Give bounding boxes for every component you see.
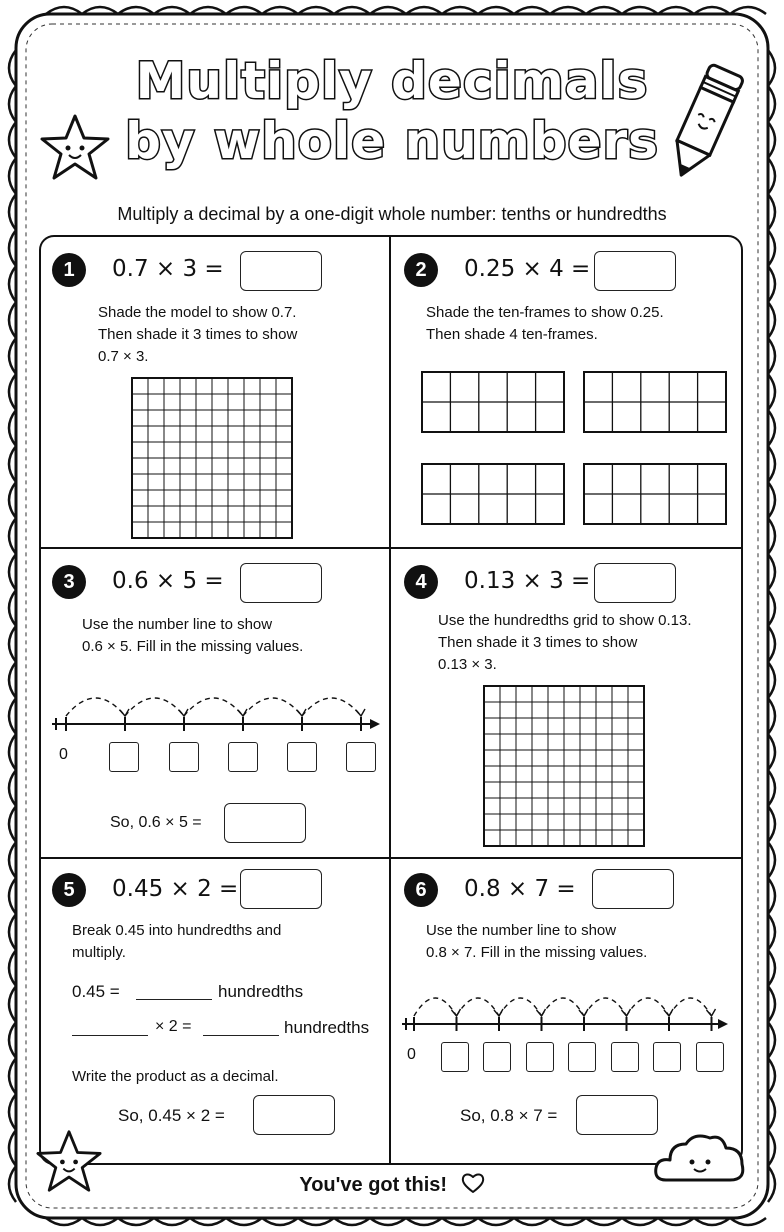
jump-arc	[499, 998, 542, 1016]
jump-arc	[542, 998, 585, 1016]
problem-2-number-badge: 2	[404, 253, 438, 287]
instruction-line: Use the number line to show	[82, 616, 273, 633]
instruction-line: Use the number line to show	[426, 922, 617, 939]
footer-message	[0, 1172, 784, 1197]
problem-5-blank-1[interactable]	[136, 998, 212, 1000]
problem-1-number-badge: 1	[52, 253, 86, 287]
problem-6-so-text: So, 0.8 × 7 =	[460, 1106, 558, 1125]
problem-6-instructions	[426, 920, 647, 964]
ten-frame-2[interactable]	[582, 370, 728, 434]
instruction-line: Shade the model to show 0.7.	[98, 304, 297, 321]
problem-4-equation: 0.13 × 3 =	[464, 568, 591, 594]
problem-4-instructions	[438, 610, 692, 676]
subtitle: Multiply a decimal by a one-digit whole number: tenths or hundredths	[117, 204, 667, 224]
problem-6-missing-value-box[interactable]	[611, 1042, 639, 1072]
ten-frame-1[interactable]	[420, 370, 566, 434]
jump-arrow	[356, 709, 365, 716]
problem-5-so-text: So, 0.45 × 2 =	[118, 1106, 225, 1125]
problem-5-line2-mid: × 2 =	[155, 1018, 192, 1035]
instruction-line: Then shade it 3 times to show	[438, 634, 638, 651]
jump-arc	[243, 698, 302, 716]
problem-3-missing-value-box[interactable]	[228, 742, 258, 772]
instruction-line: Then shade 4 ten-frames.	[426, 326, 598, 343]
instruction-line: 0.7 × 3.	[98, 348, 149, 365]
problem-1-instructions	[98, 302, 297, 368]
jump-arc	[66, 698, 125, 716]
jump-arc	[302, 698, 361, 716]
number-line-arrowhead	[370, 719, 380, 729]
problem-5-blank-3[interactable]	[203, 1034, 279, 1036]
instruction-line: 0.8 × 7. Fill in the missing values.	[426, 944, 648, 961]
problem-6-so-answer-box[interactable]	[576, 1095, 658, 1135]
instruction-line: Break 0.45 into hundredths and	[72, 922, 282, 939]
jump-arc	[627, 998, 670, 1016]
number-line-arrowhead	[718, 1019, 728, 1029]
problem-2-equation: 0.25 × 4 =	[464, 256, 591, 282]
problem-6-number-badge: 6	[404, 873, 438, 907]
problem-4-answer-box[interactable]	[594, 563, 676, 603]
problem-3-number-badge: 3	[52, 565, 86, 599]
problem-5-line1-suffix: hundredths	[218, 982, 304, 1001]
instruction-line: multiply.	[72, 944, 126, 961]
jump-arrow	[707, 1009, 716, 1016]
problem-3-instructions	[82, 614, 303, 658]
jump-arc	[414, 998, 457, 1016]
title-line-2: by whole numbers	[125, 112, 659, 170]
problem-6-missing-value-box[interactable]	[568, 1042, 596, 1072]
problem-6-missing-value-box[interactable]	[526, 1042, 554, 1072]
problem-1-hundred-grid[interactable]	[130, 376, 294, 540]
problem-4-hundredths-grid[interactable]	[482, 684, 646, 848]
problem-6-equation: 0.8 × 7 =	[464, 876, 576, 902]
jump-arc	[669, 998, 712, 1016]
problem-3-so-text: So, 0.6 × 5 =	[110, 814, 202, 831]
problem-4-number-badge: 4	[404, 565, 438, 599]
problem-5-instructions	[72, 920, 281, 964]
ten-frame-4[interactable]	[582, 462, 728, 526]
instruction-line: Use the hundredths grid to show 0.13.	[438, 612, 692, 629]
problem-3-missing-value-box[interactable]	[109, 742, 139, 772]
instruction-line: Then shade it 3 times to show	[98, 326, 298, 343]
jump-arc	[125, 698, 184, 716]
problem-5-line1-prefix: 0.45 =	[72, 982, 120, 1001]
jump-arc	[184, 698, 243, 716]
jump-arc	[457, 998, 500, 1016]
ten-frame-3[interactable]	[420, 462, 566, 526]
problem-5-write-text: Write the product as a decimal.	[72, 1068, 279, 1085]
jump-arc	[584, 998, 627, 1016]
title-line-1: Multiply decimals	[135, 52, 649, 110]
heart-icon	[461, 1172, 485, 1194]
problem-1-equation: 0.7 × 3 =	[112, 256, 224, 282]
problem-6-answer-box[interactable]	[592, 869, 674, 909]
problem-3-missing-value-box[interactable]	[287, 742, 317, 772]
problem-6-number-line	[400, 990, 734, 1034]
problem-5-line2-suffix: hundredths	[284, 1018, 370, 1037]
instruction-line: 0.13 × 3.	[438, 656, 497, 673]
problem-5-number-badge: 5	[52, 873, 86, 907]
problem-5-equation: 0.45 × 2 =	[112, 876, 239, 902]
problem-6-missing-value-box[interactable]	[483, 1042, 511, 1072]
problem-3-missing-value-box[interactable]	[169, 742, 199, 772]
problem-3-equation: 0.6 × 5 =	[112, 568, 224, 594]
problem-5-answer-box[interactable]	[240, 869, 322, 909]
problem-6-missing-value-box[interactable]	[696, 1042, 724, 1072]
footer-text: You've got this!	[299, 1174, 448, 1196]
problem-3-missing-value-box[interactable]	[346, 742, 376, 772]
problem-5-blank-2[interactable]	[72, 1034, 148, 1036]
problem-3-answer-box[interactable]	[240, 563, 322, 603]
problem-1-answer-box[interactable]	[240, 251, 322, 291]
problem-6-missing-value-box[interactable]	[653, 1042, 681, 1072]
instruction-line: Shade the ten-frames to show 0.25.	[426, 304, 664, 321]
problem-3-so-answer-box[interactable]	[224, 803, 306, 843]
problem-6-start-label: 0	[407, 1046, 416, 1063]
instruction-line: 0.6 × 5. Fill in the missing values.	[82, 638, 304, 655]
problem-2-instructions	[426, 302, 664, 346]
problem-6-missing-value-box[interactable]	[441, 1042, 469, 1072]
problem-5-so-answer-box[interactable]	[253, 1095, 335, 1135]
problem-3-start-label: 0	[59, 746, 68, 763]
problem-2-answer-box[interactable]	[594, 251, 676, 291]
problem-3-number-line	[50, 690, 384, 734]
